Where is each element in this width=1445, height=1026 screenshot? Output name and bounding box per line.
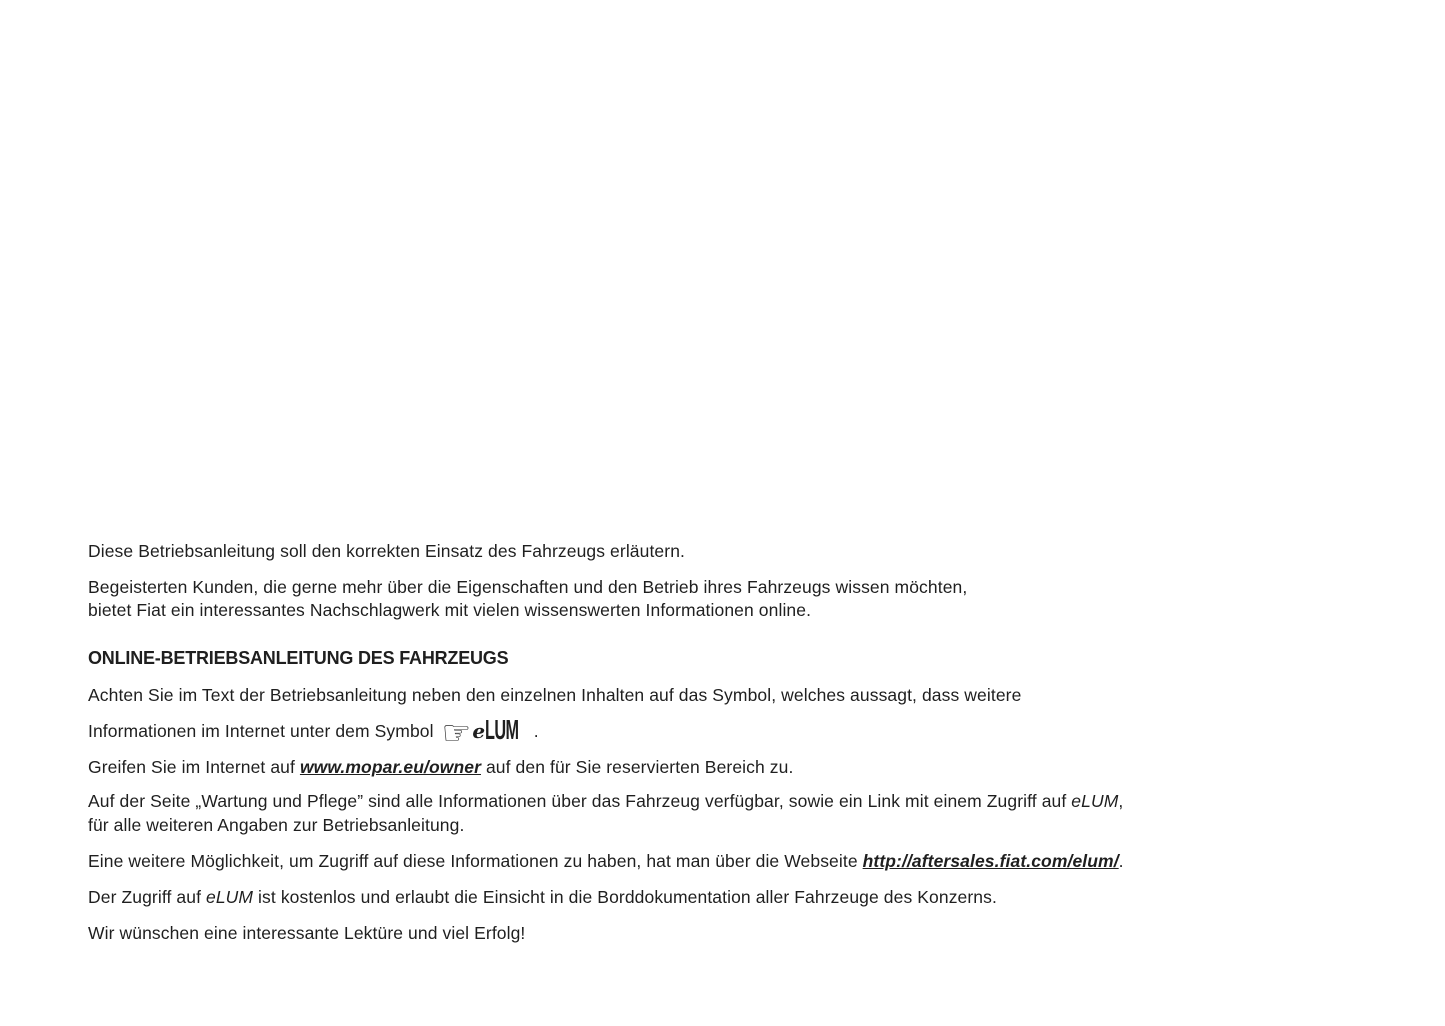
mopar-link[interactable]: www.mopar.eu/owner — [299, 757, 481, 777]
zugriff-paragraph-before: Der Zugriff auf — [88, 887, 206, 907]
symbol-paragraph-line-2 — [88, 714, 539, 751]
closing-line: Wir wünschen eine interessante Lektüre und viel Erfolg! — [88, 923, 526, 943]
mopar-paragraph-after: auf den für Sie reservierten Bereich zu. — [480, 757, 794, 777]
intro-paragraph-line-1: Begeisterten Kunden, die gerne mehr über die Eigenschaften und den Betrieb ihres Fahrzeugs wissen möchten, — [88, 577, 968, 597]
wartung-paragraph-line-2: für alle weiteren Angaben zur Betriebsanleitung. — [88, 815, 465, 835]
symbol-paragraph-period: . — [528, 721, 539, 741]
zugriff-paragraph-after: ist kostenlos und erlaubt die Einsicht in die Borddokumentation aller Fahrzeuge des Konzerns. — [253, 887, 997, 907]
elum-name-italic-2: eLUM — [206, 887, 254, 907]
elum-name-italic: eLUM — [1071, 791, 1119, 811]
wartung-paragraph-line-1 — [88, 789, 1123, 813]
elum-logo — [441, 714, 527, 751]
section-heading: ONLINE-BETRIEBSANLEITUNG DES FAHRZEUGS — [88, 648, 509, 668]
elum-logo-lum: LUM — [485, 714, 519, 745]
intro-paragraph-line-2: bietet Fiat ein interessantes Nachschlagwerk mit vielen wissenswerten Informationen online. — [88, 600, 812, 620]
symbol-paragraph-line-1: Achten Sie im Text der Betriebsanleitung neben den einzelnen Inhalten auf das Symbol, welches aussagt, dass weitere — [88, 685, 1022, 705]
wartung-paragraph-comma: , — [1118, 791, 1124, 811]
mopar-paragraph-before: Greifen Sie im Internet auf — [88, 757, 300, 777]
intro-line: Diese Betriebsanleitung soll den korrekten Einsatz des Fahrzeugs erläutern. — [88, 541, 685, 561]
aftersales-paragraph-period: . — [1118, 851, 1124, 871]
aftersales-link[interactable]: http://aftersales.fiat.com/elum/ — [862, 851, 1119, 871]
mopar-paragraph — [88, 755, 793, 779]
zugriff-paragraph — [88, 885, 997, 909]
pointing-hand-icon: ☞ — [441, 714, 472, 751]
wartung-paragraph-before: Auf der Seite „Wartung und Pflege” sind alle Informationen über das Fahrzeug verfügbar, sowie ein Link mit einem Zugriff auf — [88, 791, 1072, 811]
aftersales-paragraph-before: Eine weitere Möglichkeit, um Zugriff auf diese Informationen zu haben, hat man über die Webseite — [88, 851, 863, 871]
elum-logo-e: e — [472, 719, 486, 743]
symbol-paragraph-line-2-text: Informationen im Internet unter dem Symbol — [88, 721, 434, 741]
aftersales-paragraph — [88, 849, 1124, 873]
